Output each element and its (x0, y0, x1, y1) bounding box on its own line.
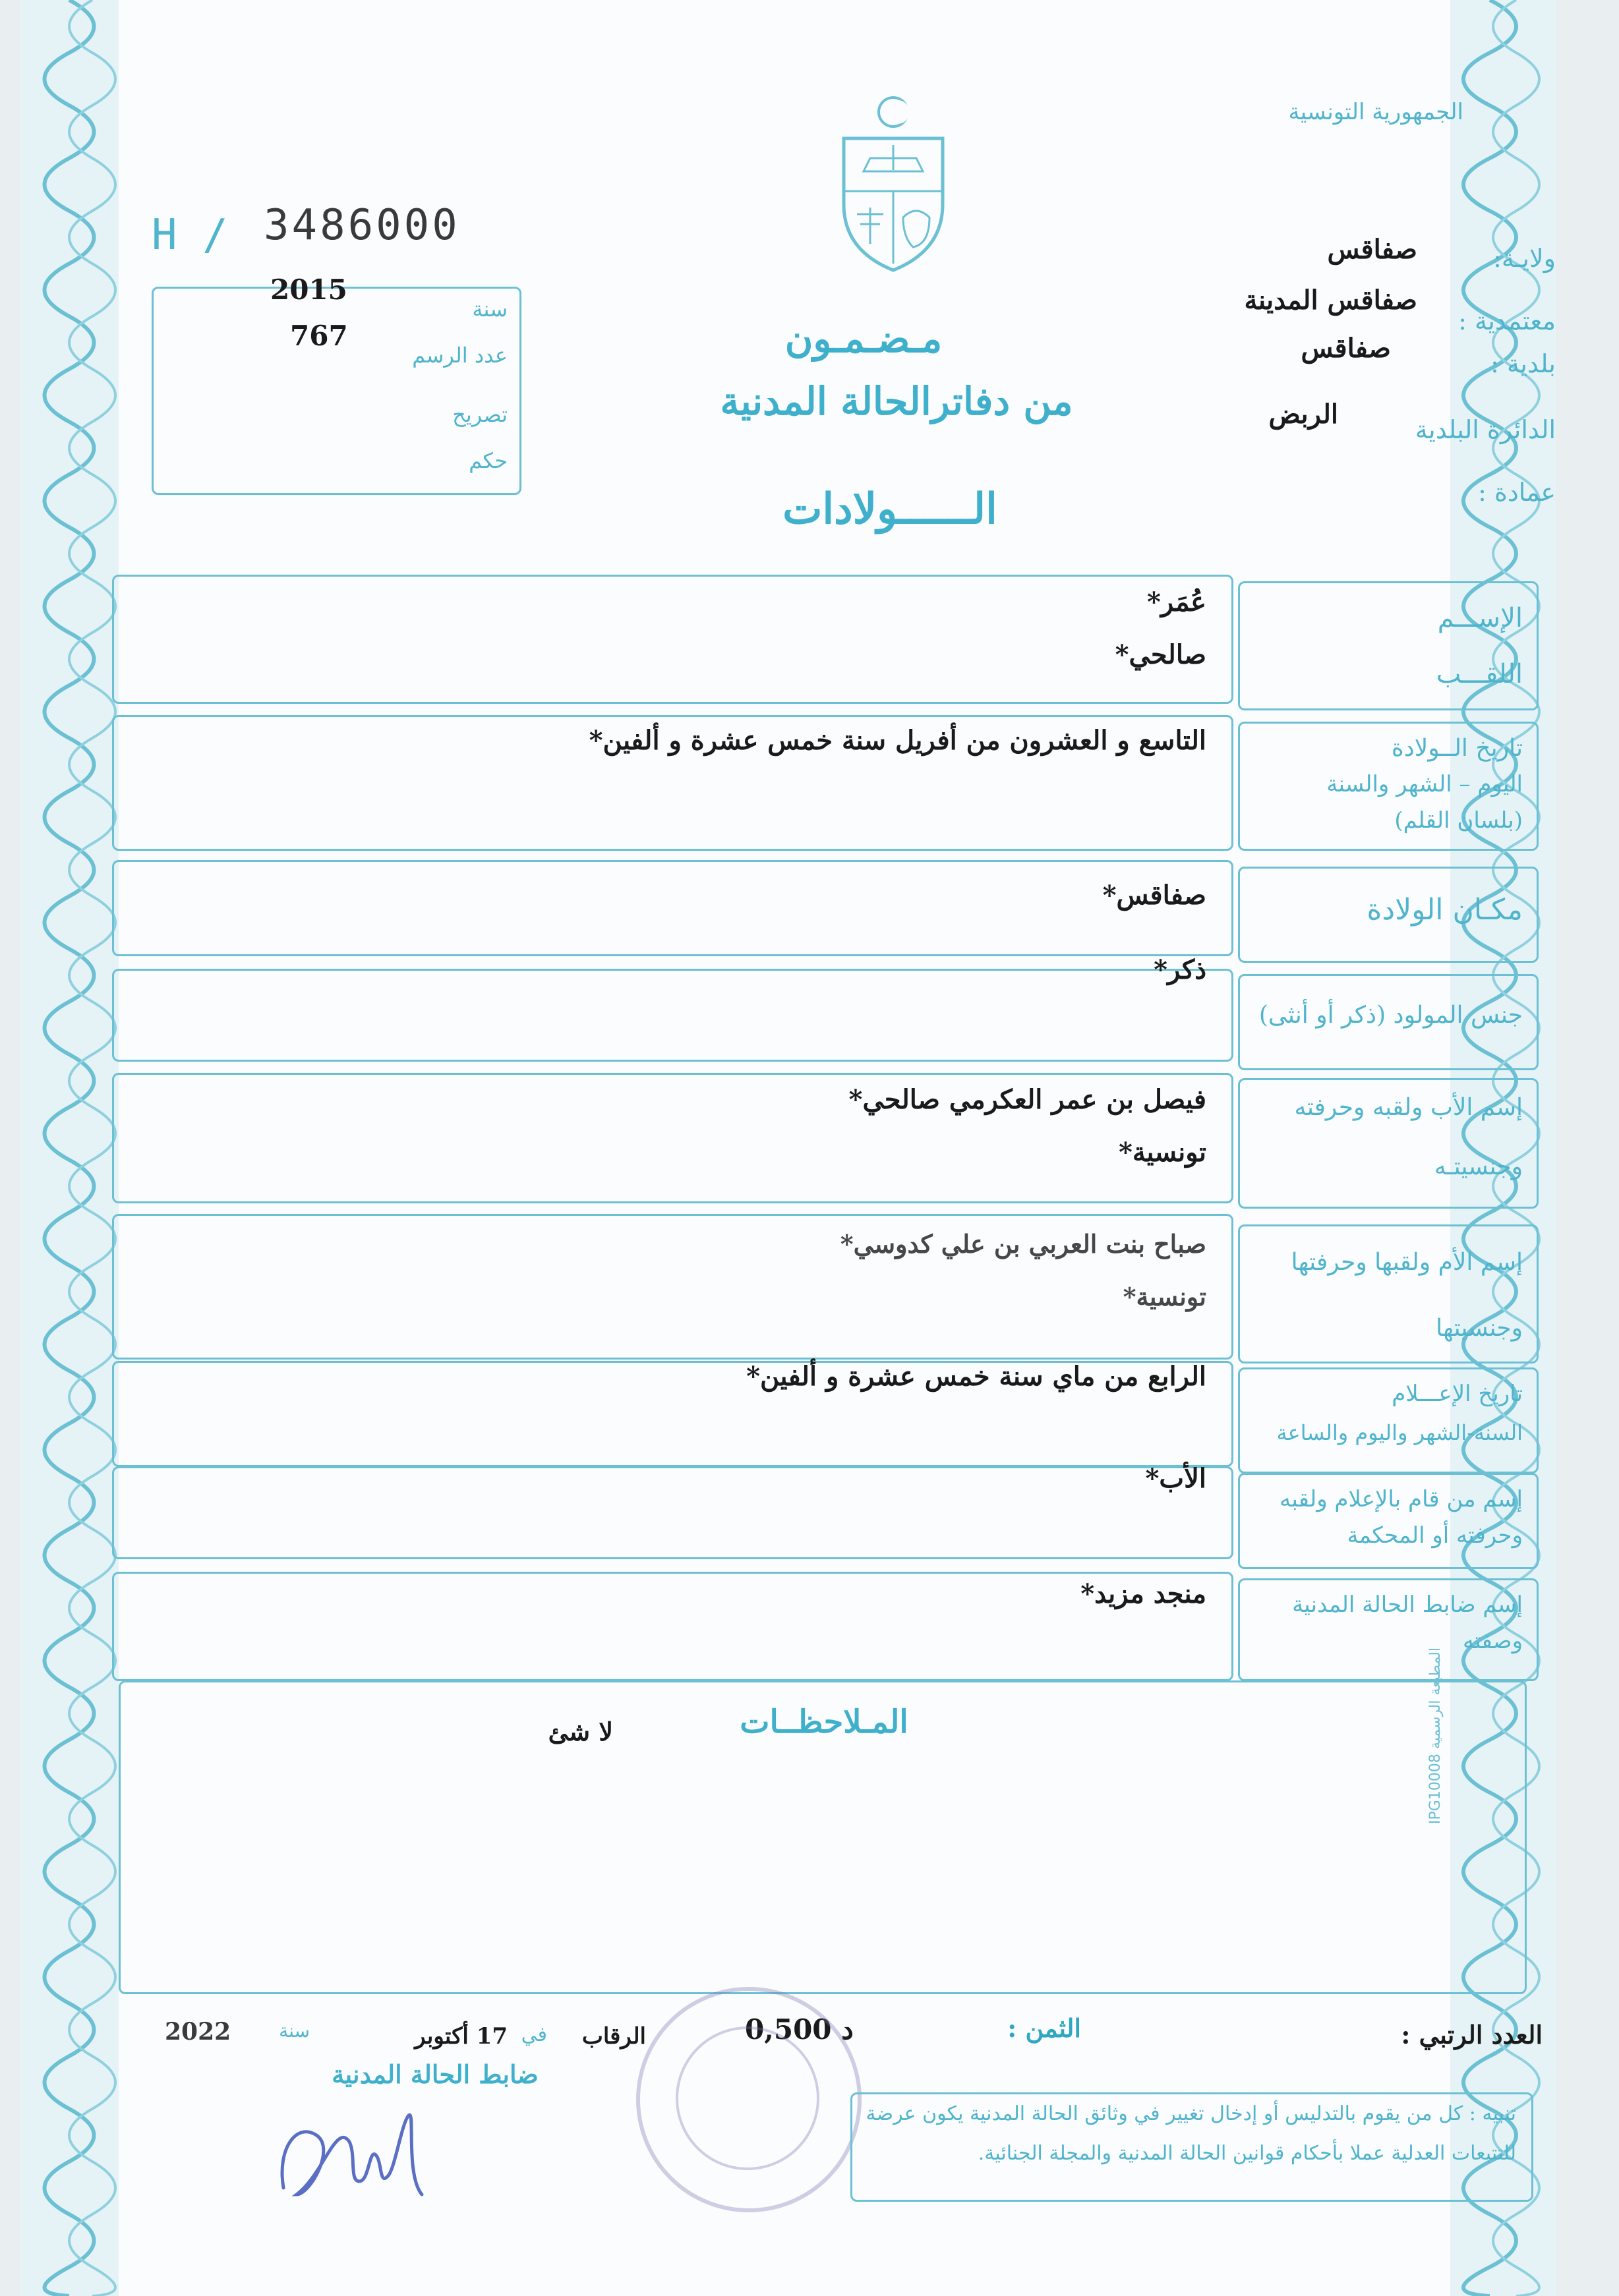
issue-date: 17 أكتوبر (415, 2023, 508, 2050)
notes-value: لا شئ (548, 1717, 613, 1746)
printer-mark: المطبعة الرسمية IPG10008 (1427, 1648, 1444, 1824)
official-stamp-inner (676, 2026, 819, 2170)
declaration-date-value: الرابع من ماي سنة خمس عشرة و ألفين* (746, 1361, 1206, 1392)
officer-label-1: إسم ضابط الحالة المدنية (1292, 1592, 1523, 1618)
birthdate-label-3: (بلسان القلم) (1394, 807, 1523, 834)
serial-prefix: H / (152, 211, 228, 260)
birth-certificate-page (20, 0, 1556, 2296)
serial-label: العدد الرتبي : (1401, 2020, 1543, 2050)
wilaya-label: ولايـة: (1493, 244, 1556, 273)
officer-value: منجد مزيد* (1080, 1578, 1206, 1609)
father-value-2: تونسية* (1118, 1137, 1206, 1168)
title-line1: مـضـمـون (784, 316, 943, 361)
daira-value: الربض (1268, 399, 1338, 430)
in-label: في (521, 2023, 547, 2046)
issue-year-value: 2022 (165, 2018, 231, 2046)
birthplace-label: مكـان الولادة (1367, 893, 1523, 927)
declarant-label-1: إسم من قام بالإعلام ولقبه (1280, 1486, 1523, 1512)
officer-title: ضابط الحالة المدنية (332, 2059, 539, 2089)
republic-label: الجمهورية التونسية (1288, 99, 1463, 125)
warning-line1: تنبيه : كل من يقوم بالتدليس أو إدخال تغيير في وثائق الحالة المدنية يكون عرضة (866, 2102, 1516, 2125)
daira-label: الدائرة البلدية (1415, 415, 1556, 444)
signature-icon (270, 2096, 442, 2214)
declaration-date-label-2: السنة-الشهر واليوم والساعة (1276, 1420, 1523, 1445)
fee-year-label: سنة (472, 297, 508, 322)
place-name: الرقاب (581, 2023, 646, 2050)
name-label-2: اللقـــب (1436, 659, 1523, 689)
fee-judgment-label: حكم (469, 448, 508, 473)
wilaya-value: صفاقس (1327, 234, 1417, 265)
coat-of-arms-icon (831, 92, 956, 277)
baladiya-value: صفاقس (1301, 333, 1391, 364)
price-label: الثمن : (1007, 2013, 1081, 2043)
mother-value-1: صباح بنت العربي بن علي كدوسي* (840, 1229, 1206, 1259)
name-label-box (1238, 581, 1539, 710)
father-value-1: فيصل بن عمر العكرمي صالحي* (848, 1084, 1206, 1115)
fee-year-value: 2015 (270, 273, 347, 306)
father-label-1: إسم الأب ولقبه وحرفته (1294, 1094, 1523, 1121)
baladiya-label: بلدية : (1490, 349, 1556, 378)
price-value: 0,500 د (745, 2013, 854, 2046)
name-label-1: الإســـم (1437, 603, 1523, 633)
birthplace-value: صفاقس* (1102, 880, 1206, 911)
document-type-title: الــــــولادات (782, 484, 997, 534)
fee-declaration-label: تصريح (452, 402, 508, 427)
mother-value-2: تونسية* (1123, 1282, 1206, 1311)
name-value-2: صالحي* (1115, 639, 1206, 670)
birthdate-label-1: تاريخ الــولادة (1391, 735, 1523, 762)
declaration-date-label-1: تاريخ الإعـــلام (1392, 1381, 1523, 1407)
officer-label-2: وصفته (1463, 1628, 1523, 1654)
motamadiya-value: صفاقس المدينة (1244, 285, 1417, 316)
mother-label-1: إسم الأم ولقبها وحرفتها (1291, 1249, 1523, 1276)
father-label-2: وجنسيتـه (1434, 1153, 1523, 1180)
imada-label: عمادة : (1478, 478, 1556, 507)
declarant-value: الأب* (1145, 1463, 1206, 1494)
serial-number: 3486000 (264, 201, 460, 250)
fee-number-label: عدد الرسم (412, 343, 508, 368)
sex-label: جنس المولود (ذكر أو أنثى) (1258, 1002, 1523, 1029)
title-line2: من دفاترالحالة المدنية (720, 379, 1073, 424)
fee-number-value: 767 (290, 320, 348, 352)
mother-label-box (1238, 1224, 1539, 1363)
issue-year-label: سنة (279, 2020, 310, 2042)
notes-title: المـلاحظــات (740, 1704, 908, 1740)
left-guilloche-border (20, 0, 119, 2296)
birthdate-value: التاسع و العشرون من أفريل سنة خمس عشرة و ألفين* (589, 725, 1206, 756)
name-value-1: عُمَر* (1147, 587, 1206, 617)
sex-value: ذكر* (1154, 954, 1206, 985)
warning-line2: للتتبعات العدلية عملا بأحكام قوانين الحالة المدنية والمجلة الجنائية. (978, 2142, 1516, 2165)
motamadiya-label: معتمدية : (1458, 306, 1556, 335)
declarant-label-2: وحرفته أو المحكمة (1347, 1522, 1523, 1549)
mother-label-2: وجنسيتها (1436, 1315, 1523, 1342)
birthdate-label-2: اليوم – الشهر والسنة (1326, 771, 1523, 797)
